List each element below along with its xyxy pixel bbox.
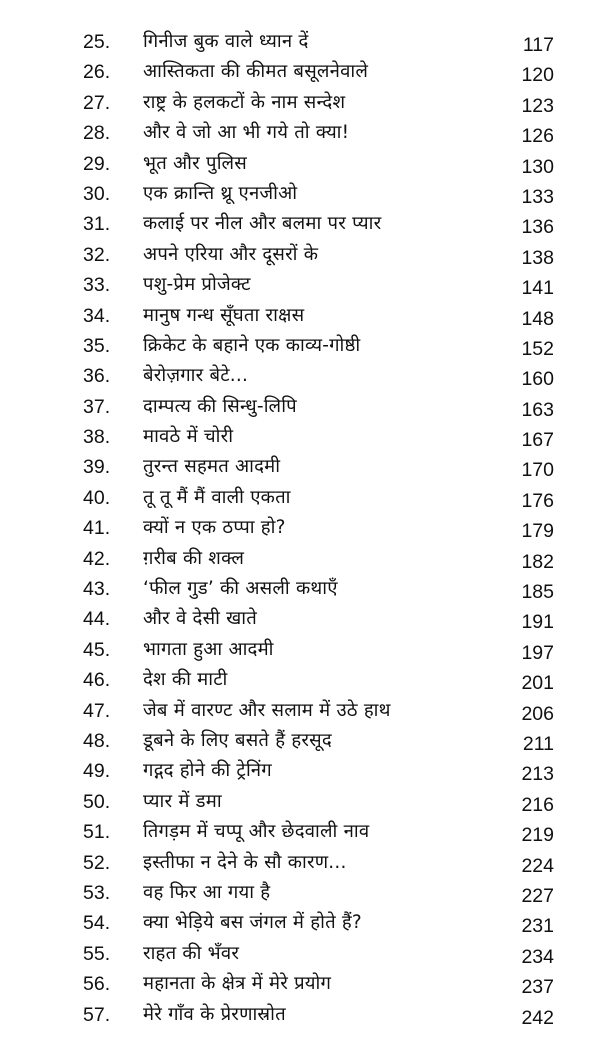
toc-entry: [0, 422, 600, 452]
entry-title: वह फिर आ गया है: [143, 881, 271, 903]
entry-title: गद्गद होने की ट्रेनिंग: [143, 760, 272, 782]
toc-entry: [0, 939, 600, 969]
entry-number: 56.: [83, 973, 111, 996]
entry-number: 52.: [83, 851, 111, 874]
entry-title: डूबने के लिए बसते हैं हरसूद: [143, 729, 332, 751]
toc-entry: [0, 452, 600, 482]
toc-entry: [0, 513, 600, 543]
entry-page-number: 141: [521, 277, 554, 300]
entry-number: 57.: [83, 1003, 111, 1026]
entry-number: 46.: [83, 669, 111, 692]
entry-number: 38.: [83, 426, 111, 449]
entry-number: 36.: [83, 365, 111, 388]
entry-title: प्यार में डमा: [143, 790, 222, 812]
entry-page-number: 160: [521, 368, 554, 391]
entry-page-number: 213: [521, 763, 554, 786]
entry-number: 34.: [83, 304, 111, 327]
entry-page-number: 242: [521, 1006, 554, 1029]
entry-title: कलाई पर नील और बलमा पर प्यार: [143, 213, 382, 235]
entry-number: 48.: [83, 729, 111, 752]
entry-number: 54.: [83, 912, 111, 935]
entry-title: और वे जो आ भी गये तो क्या!: [143, 122, 350, 144]
toc-entry: [0, 301, 600, 331]
entry-page-number: 136: [521, 216, 554, 239]
toc-entry: [0, 969, 600, 999]
entry-number: 42.: [83, 547, 111, 570]
toc-entry: [0, 817, 600, 847]
toc-entry: [0, 361, 600, 391]
entry-title: ग़रीब की शक्ल: [143, 547, 245, 569]
entry-page-number: 148: [521, 307, 554, 330]
entry-number: 35.: [83, 334, 111, 357]
toc-entry: [0, 665, 600, 695]
entry-page-number: 117: [522, 34, 554, 56]
entry-number: 51.: [83, 821, 111, 844]
entry-title: एक क्रान्ति थ्रू एनजीओ: [143, 182, 298, 204]
entry-number: 33.: [83, 274, 111, 297]
entry-title: क्रिकेट के बहाने एक काव्य-गोष्ठी: [143, 334, 361, 356]
entry-number: 28.: [83, 122, 111, 145]
toc-entry: [0, 787, 600, 817]
entry-number: 50.: [83, 790, 111, 813]
entry-number: 31.: [83, 213, 111, 236]
entry-page-number: 182: [521, 550, 554, 573]
entry-title: भागता हुआ आदमी: [143, 638, 274, 660]
entry-number: 44.: [83, 608, 111, 631]
entry-page-number: 130: [521, 155, 554, 178]
entry-title: और वे देसी खाते: [143, 608, 258, 630]
toc-entry: [0, 270, 600, 300]
entry-number: 27.: [83, 91, 111, 114]
entry-page-number: 211: [522, 732, 554, 755]
toc-entry: [0, 604, 600, 634]
entry-number: 45.: [83, 638, 111, 661]
toc-entry: [0, 726, 600, 756]
entry-title: मेरे गाँव के प्रेरणास्रोत: [143, 1003, 286, 1025]
toc-entry: [0, 179, 600, 209]
toc-entry: [0, 696, 600, 726]
entry-page-number: 206: [521, 702, 554, 725]
toc-entry: [0, 483, 600, 513]
toc-entry: [0, 118, 600, 148]
entry-title: तिगड़म में चप्पू और छेदवाली नाव: [143, 821, 370, 843]
entry-title: क्यों न एक ठप्पा हो?: [143, 517, 286, 539]
toc-entry: [0, 756, 600, 786]
entry-title: राष्ट्र के हलकटों के नाम सन्देश: [143, 91, 346, 113]
entry-number: 30.: [83, 182, 111, 205]
entry-page-number: 133: [521, 185, 554, 208]
entry-number: 25.: [83, 31, 111, 53]
entry-number: 39.: [83, 456, 111, 479]
toc-entry: [0, 57, 600, 87]
entry-title: आस्तिकता की कीमत बसूलनेवाले: [143, 61, 369, 83]
entry-page-number: 224: [521, 854, 554, 877]
entry-number: 47.: [83, 699, 111, 722]
entry-page-number: 185: [521, 581, 554, 604]
toc-entry: [0, 574, 600, 604]
toc-entry: [0, 878, 600, 908]
entry-number: 32.: [83, 243, 111, 266]
entry-number: 49.: [83, 760, 111, 783]
entry-title: बेरोज़गार बेटे...: [143, 365, 249, 387]
entry-title: ‘फील गुड’ की असली कथाएँ: [143, 578, 338, 600]
entry-title: मानुष गन्ध सूँघता राक्षस: [143, 304, 305, 326]
entry-page-number: 197: [521, 641, 554, 664]
entry-page-number: 167: [521, 429, 554, 452]
entry-title: देश की माटी: [143, 669, 228, 691]
entry-page-number: 231: [521, 915, 554, 938]
entry-title: महानता के क्षेत्र में मेरे प्रयोग: [143, 973, 332, 995]
toc-entry: [0, 635, 600, 665]
entry-number: 43.: [83, 578, 111, 601]
entry-number: 55.: [83, 942, 111, 965]
entry-page-number: 234: [521, 945, 554, 968]
entry-title: जेब में वारण्ट और सलाम में उठे हाथ: [143, 699, 391, 721]
entry-number: 26.: [83, 61, 111, 84]
toc-entry: [0, 27, 600, 57]
entry-page-number: 123: [521, 94, 554, 117]
toc-entry: [0, 908, 600, 938]
toc-entry: [0, 149, 600, 179]
toc-entry: [0, 88, 600, 118]
entry-page-number: 176: [521, 489, 554, 512]
entry-page-number: 138: [521, 246, 554, 269]
toc-entry: [0, 544, 600, 574]
entry-title: राहत की भँवर: [143, 942, 240, 964]
entry-title: भूत और पुलिस: [143, 152, 247, 174]
entry-number: 41.: [83, 517, 111, 540]
entry-title: दाम्पत्य की सिन्धु-लिपि: [143, 395, 297, 417]
toc-entry: [0, 848, 600, 878]
entry-title: तू तू मैं मैं वाली एकता: [143, 486, 291, 508]
entry-page-number: 170: [521, 459, 554, 482]
entry-page-number: 163: [521, 398, 554, 421]
entry-page-number: 179: [521, 520, 554, 543]
toc-entry: [0, 392, 600, 422]
entry-title: इस्तीफा न देने के सौ कारण...: [143, 851, 347, 873]
entry-number: 29.: [83, 152, 111, 175]
entry-title: पशु-प्रेम प्रोजेक्ट: [143, 274, 251, 296]
entry-page-number: 191: [521, 611, 554, 634]
entry-title: क्या भेड़िये बस जंगल में होते हैं?: [143, 912, 362, 934]
entry-title: मावठे में चोरी: [143, 426, 234, 448]
entry-number: 40.: [83, 486, 111, 509]
entry-page-number: 201: [521, 672, 554, 695]
table-of-contents: [0, 27, 600, 1030]
entry-page-number: 152: [521, 337, 554, 360]
entry-title: तुरन्त सहमत आदमी: [143, 456, 281, 478]
toc-entry: [0, 1000, 600, 1030]
toc-entry: [0, 240, 600, 270]
entry-page-number: 120: [521, 64, 554, 87]
entry-number: 53.: [83, 881, 111, 904]
entry-page-number: 126: [521, 125, 554, 148]
entry-page-number: 216: [521, 793, 554, 816]
entry-page-number: 219: [521, 824, 554, 847]
entry-title: गिनीज बुक वाले ध्यान दें: [143, 31, 309, 52]
entry-page-number: 237: [521, 976, 554, 999]
toc-entry: [0, 209, 600, 239]
entry-page-number: 227: [521, 884, 554, 907]
entry-title: अपने एरिया और दूसरों के: [143, 243, 319, 265]
toc-entry: [0, 331, 600, 361]
entry-number: 37.: [83, 395, 111, 418]
